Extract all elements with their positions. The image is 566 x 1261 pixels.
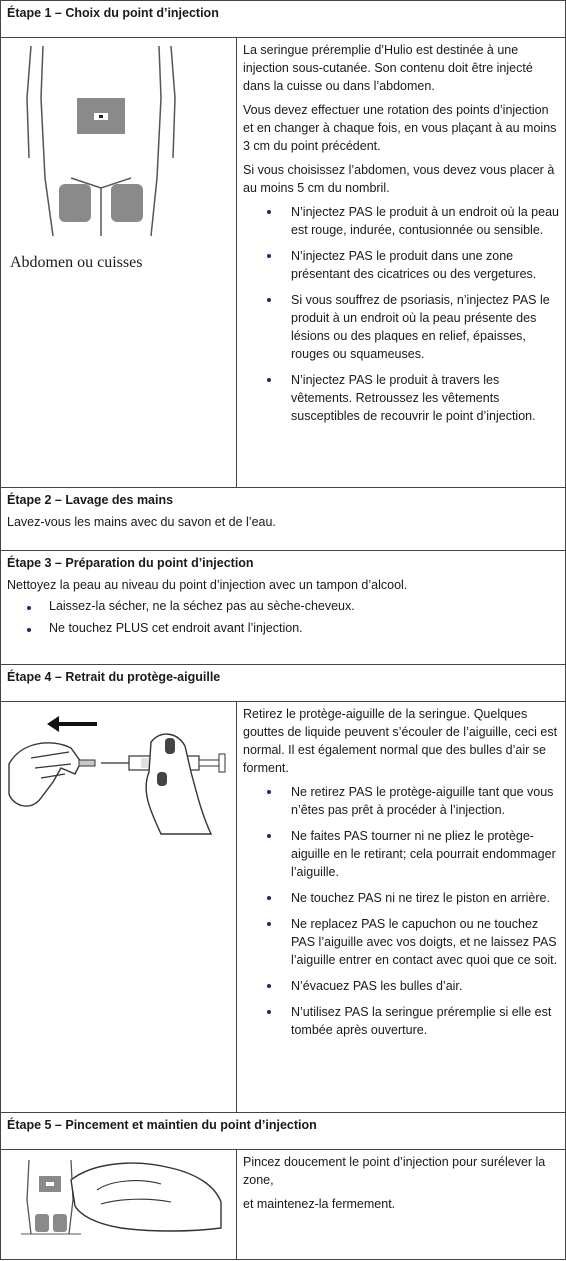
list-item: Laissez-la sécher, ne la séchez pas au sèche-cheveux.	[25, 599, 565, 613]
step2-number: Étape 2 –	[7, 493, 62, 507]
step3-number: Étape 3 –	[7, 556, 62, 570]
list-item: N’injectez PAS le produit dans une zone présentant des cicatrices ou des vergetures.	[265, 247, 559, 283]
step5-paragraph-2: et maintenez-la fermement.	[243, 1197, 396, 1211]
step2-text: Lavez-vous les mains avec du savon et de l’eau.	[7, 515, 276, 529]
step4-title: Retrait du protège-aiguille	[65, 670, 221, 684]
list-item: N’utilisez PAS la seringue préremplie si elle est tombée après ouverture.	[265, 1003, 559, 1039]
step5-title: Pincement et maintien du point d’injection	[65, 1118, 317, 1132]
step2-section	[1, 488, 565, 551]
list-item: Si vous souffrez de psoriasis, n’injectez PAS le produit à un endroit où la peau présente des lésions ou des plaques en relief, épaisses, rouges ou squameuses.	[265, 291, 559, 363]
step4-header	[1, 665, 565, 702]
step1-number: Étape 1 –	[7, 6, 62, 20]
step1-paragraph-2: Vous devez effectuer une rotation des points d’injection et en changer à chaque fois, en vous plaçant à au moins 3 cm du point précédent.	[243, 103, 557, 153]
step4-body	[1, 702, 565, 1113]
step1-bullet-list	[243, 203, 559, 425]
step5-paragraph-1: Pincez doucement le point d’injection pour surélever la zone,	[243, 1155, 546, 1187]
step5-text-cell	[237, 1150, 565, 1259]
left-arrow-icon	[47, 716, 97, 732]
step2-title: Lavage des mains	[65, 493, 174, 507]
step3-header	[1, 551, 565, 575]
step2-header	[1, 488, 565, 512]
remove-needle-cover-illustration	[1, 702, 237, 842]
step4-text-cell	[237, 702, 565, 1112]
right-thigh-zone	[111, 184, 143, 222]
step3-section	[1, 551, 565, 665]
step1-paragraph-1: La seringue préremplie d’Hulio est destinée à une injection sous-cutanée. Son contenu doit être injecté dans la cuisse ou dans l’abdomen.	[243, 43, 533, 93]
step1-body	[1, 38, 565, 488]
step4-illustration-cell	[1, 702, 237, 1112]
step5-illustration-cell	[1, 1150, 237, 1259]
list-item: N’injectez PAS le produit à un endroit où la peau est rouge, indurée, contusionnée ou sensible.	[265, 203, 559, 239]
list-item: N’injectez PAS le produit à travers les vêtements. Retroussez les vêtements susceptibles de recouvrir le point d’injection.	[265, 371, 559, 425]
list-item: Ne replacez PAS le capuchon ou ne touchez PAS l’aiguille avec vos doigts, et ne laissez PAS l’aiguille entrer en contact avec quoi que ce soit.	[265, 915, 559, 969]
list-item: N’évacuez PAS les bulles d’air.	[265, 977, 559, 995]
step1-illustration-cell	[1, 38, 237, 487]
illustration-caption: Abdomen ou cuisses	[10, 254, 143, 271]
step3-title: Préparation du point d’injection	[65, 556, 254, 570]
step4-number: Étape 4 –	[7, 670, 62, 684]
pinch-skin-illustration	[1, 1150, 237, 1250]
list-item: Ne faites PAS tourner ni ne pliez le protège-aiguille en le retirant; cela pourrait endommager l’aiguille.	[265, 827, 559, 881]
left-thigh-zone	[59, 184, 91, 222]
list-item: Ne touchez PLUS cet endroit avant l’injection.	[25, 621, 565, 635]
step1-paragraph-3: Si vous choisissez l’abdomen, vous devez vous placer à au moins 5 cm du nombril.	[243, 163, 555, 195]
list-item: Ne touchez PAS ni ne tirez le piston en arrière.	[265, 889, 559, 907]
step4-bullet-list	[243, 783, 559, 1039]
step1-header	[1, 1, 565, 38]
list-item: Ne retirez PAS le protège-aiguille tant que vous n’êtes pas prêt à procéder à l’injection.	[265, 783, 559, 819]
step5-number: Étape 5 –	[7, 1118, 62, 1132]
step1-text-cell	[237, 38, 565, 487]
step4-paragraph-1: Retirez le protège-aiguille de la seringue. Quelques gouttes de liquide peuvent s’écouler de l’aiguille, ceci est normal. Il est également normal que des bulles d’air se forment.	[243, 707, 558, 775]
step5-body	[1, 1150, 565, 1260]
body-injection-sites-illustration	[1, 38, 237, 243]
step5-header	[1, 1113, 565, 1150]
step1-title: Choix du point d’injection	[65, 6, 219, 20]
step3-bullet-list	[1, 599, 565, 635]
step3-text: Nettoyez la peau au niveau du point d’injection avec un tampon d’alcool.	[7, 578, 408, 592]
